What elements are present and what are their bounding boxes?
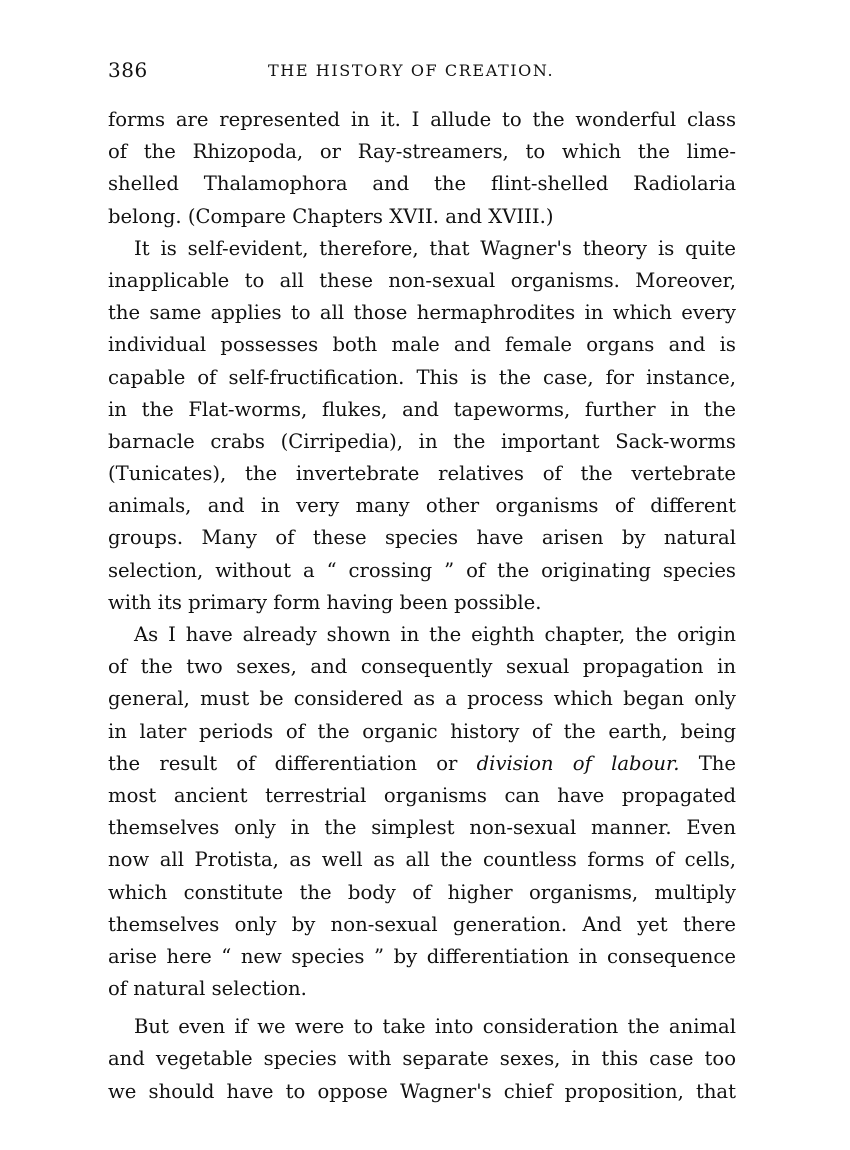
text-line: inapplicable to all these non-sexual organisms. Moreover, [108, 268, 736, 292]
text-line: shelled Thalamophora and the flint-shelled Radiolaria [108, 172, 736, 196]
text-line: of the two sexes, and consequently sexual propagation in [108, 655, 736, 679]
italic-phrase: division of labour. [476, 751, 680, 775]
text-line: But even if we were to take into consideration the animal [134, 1015, 736, 1039]
text-line: of the Rhizopoda, or Ray-streamers, to which the lime- [108, 140, 736, 164]
text-line: most ancient terrestrial organisms can have propagated [108, 783, 736, 807]
paragraph [108, 233, 736, 619]
text-line: belong. (Compare Chapters XVII. and XVIII.) [108, 204, 554, 228]
text-line: capable of self-fructification. This is the case, for instance, [108, 365, 736, 389]
text-line: and vegetable species with separate sexes, in this case too [108, 1047, 736, 1071]
text-line: barnacle crabs (Cirripedia), in the important Sack-worms [108, 429, 736, 453]
text-line: forms are represented in it. I allude to the wonderful class [108, 108, 736, 131]
text-line: groups. Many of these species have arisen by natural [108, 526, 736, 550]
text-line: in later periods of the organic history of the earth, being [108, 719, 736, 743]
text-line: in the Flat-worms, flukes, and tapeworms, further in the [108, 397, 736, 421]
text-line: general, must be considered as a process which began only [108, 687, 736, 711]
text-line: now all Protista, as well as all the countless forms of cells, [108, 848, 736, 872]
paragraph [108, 1011, 736, 1108]
text-line-with-italic [108, 748, 736, 780]
text-line: with its primary form having been possible. [108, 590, 542, 614]
paragraph [108, 104, 736, 233]
text-line: the same applies to all those hermaphrodites in which every [108, 301, 736, 325]
text-line: which constitute the body of higher organisms, multiply [108, 880, 736, 904]
page-number: 386 [108, 58, 148, 82]
text-line: individual possesses both male and female organs and is [108, 333, 736, 357]
text-segment: the result of differentiation or [108, 751, 477, 775]
text-line: themselves only in the simplest non-sexual manner. Even [108, 816, 736, 840]
text-line: of natural selection. [108, 977, 307, 1001]
text-line: selection, without a “ crossing ” of the originating species [108, 558, 736, 582]
running-title: THE HISTORY OF CREATION. [268, 61, 555, 80]
text-line: animals, and in very many other organisms of different [108, 494, 736, 518]
body-text [108, 104, 736, 1108]
text-line: (Tunicates), the invertebrate relatives of the vertebrate [108, 462, 736, 486]
text-segment: The [679, 751, 736, 775]
text-line: As I have already shown in the eighth chapter, the origin [134, 623, 736, 646]
text-line: we should have to oppose Wagner's chief proposition, that [108, 1079, 736, 1103]
text-line: themselves only by non-sexual generation. And yet there [108, 912, 736, 936]
text-line: It is self-evident, therefore, that Wagner's theory is quite [134, 236, 736, 260]
running-head [108, 58, 738, 88]
paragraph [108, 619, 736, 1005]
text-line: arise here “ new species ” by differentiation in consequence [108, 944, 736, 968]
